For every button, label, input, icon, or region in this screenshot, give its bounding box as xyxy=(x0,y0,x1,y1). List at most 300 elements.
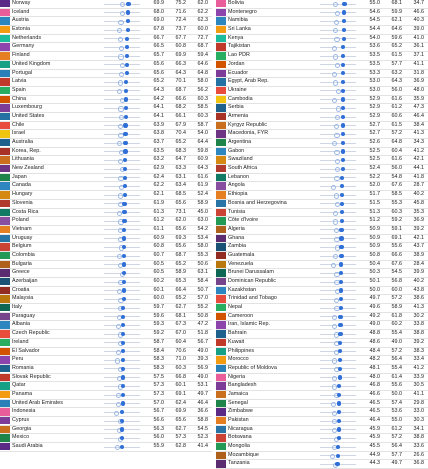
table-row[interactable] xyxy=(0,348,212,357)
table-row[interactable] xyxy=(216,295,428,304)
country-name: Tajikistan xyxy=(228,43,251,50)
table-row[interactable] xyxy=(216,148,428,157)
score-marker xyxy=(339,228,343,232)
table-row[interactable] xyxy=(216,452,428,461)
country-name: El Salvador xyxy=(12,347,40,354)
score-value: 60.5 xyxy=(153,269,164,276)
table-row[interactable] xyxy=(216,356,428,365)
score-value: 64.4 xyxy=(197,139,208,145)
table-row[interactable] xyxy=(216,261,428,270)
score-value: 60.0 xyxy=(153,295,164,302)
rank-badge xyxy=(0,61,10,68)
score-value: 56.4 xyxy=(391,356,402,363)
score-value: 56.0 xyxy=(153,434,164,441)
table-row[interactable] xyxy=(0,78,212,87)
table-row[interactable] xyxy=(0,35,212,44)
table-row[interactable] xyxy=(216,348,428,357)
table-row[interactable] xyxy=(0,391,212,400)
rank-badge xyxy=(216,374,226,381)
score-marker-secondary xyxy=(334,193,339,198)
table-row[interactable] xyxy=(0,139,212,148)
ranking-column-right xyxy=(216,0,428,467)
table-row[interactable] xyxy=(0,165,212,174)
score-value: 57.3 xyxy=(153,390,164,397)
score-marker xyxy=(123,176,127,180)
country-name: Kenya xyxy=(228,34,244,41)
score-value: 57.0 xyxy=(197,295,208,302)
score-value: 58.7 xyxy=(197,121,208,128)
score-marker xyxy=(341,63,345,67)
score-value: 58.5 xyxy=(391,191,402,198)
table-row[interactable] xyxy=(0,365,212,374)
score-value: 60.7 xyxy=(153,251,164,258)
country-name: Cameroon xyxy=(228,312,254,319)
rank-badge xyxy=(216,382,226,389)
rank-badge xyxy=(216,26,226,33)
table-row[interactable] xyxy=(216,26,428,35)
table-row[interactable] xyxy=(216,122,428,131)
table-row[interactable] xyxy=(216,35,428,44)
score-value: 54.2 xyxy=(197,225,208,232)
score-marker xyxy=(338,323,342,327)
table-row[interactable] xyxy=(0,278,212,287)
score-marker-secondary xyxy=(333,80,338,85)
score-marker xyxy=(120,419,124,423)
score-value: 63.3 xyxy=(175,165,186,172)
score-value: 59.8 xyxy=(197,147,208,154)
table-row[interactable] xyxy=(216,96,428,105)
score-value: 49.0 xyxy=(391,338,402,345)
table-row[interactable] xyxy=(0,235,212,244)
table-row[interactable] xyxy=(0,43,212,52)
rank-badge xyxy=(0,200,10,207)
table-row[interactable] xyxy=(0,113,212,122)
table-row[interactable] xyxy=(0,374,212,383)
rank-badge xyxy=(0,443,10,450)
table-row[interactable] xyxy=(216,278,428,287)
score-track xyxy=(320,47,356,48)
table-row[interactable] xyxy=(216,113,428,122)
score-value: 52.9 xyxy=(369,112,380,119)
score-marker xyxy=(126,28,130,32)
table-row[interactable] xyxy=(0,443,212,452)
score-value: 64.3 xyxy=(153,86,164,93)
score-value: 46.5 xyxy=(369,408,380,415)
country-name: Georgia xyxy=(12,425,32,432)
rank-badge xyxy=(0,26,10,33)
table-row[interactable] xyxy=(0,209,212,218)
country-name: Mexico xyxy=(12,434,30,441)
table-row[interactable] xyxy=(0,339,212,348)
score-value: 52.3 xyxy=(197,434,208,441)
score-value: 54.5 xyxy=(391,269,402,276)
score-value: 50.7 xyxy=(197,286,208,293)
score-track xyxy=(320,99,356,100)
score-value: 57.0 xyxy=(153,399,164,406)
score-marker xyxy=(126,10,130,14)
score-value: 41.4 xyxy=(197,443,208,450)
table-row[interactable] xyxy=(216,209,428,218)
score-value: 39.9 xyxy=(413,269,424,276)
table-row[interactable] xyxy=(216,70,428,79)
rank-badge xyxy=(0,156,10,163)
table-row[interactable] xyxy=(0,269,212,278)
table-row[interactable] xyxy=(216,252,428,261)
score-marker xyxy=(122,219,126,223)
score-marker xyxy=(340,210,344,214)
rank-badge xyxy=(216,330,226,337)
score-value: 59.3 xyxy=(153,321,164,328)
country-name: Nicaragua xyxy=(228,425,253,432)
score-value: 60.3 xyxy=(175,364,186,371)
rank-badge xyxy=(216,78,226,85)
score-value: 36.1 xyxy=(413,43,424,50)
score-value: 49.0 xyxy=(369,321,380,328)
score-marker xyxy=(339,306,343,310)
table-row[interactable] xyxy=(216,165,428,174)
score-marker xyxy=(340,193,344,197)
score-value: 30.5 xyxy=(413,382,424,389)
country-name: Vietnam xyxy=(12,225,32,232)
table-row[interactable] xyxy=(0,52,212,61)
score-marker-secondary xyxy=(332,141,337,146)
country-name: Egypt, Arab Rep. xyxy=(228,78,269,85)
country-name: Botswana xyxy=(228,434,252,441)
score-value: 63.5 xyxy=(153,147,164,154)
score-marker xyxy=(340,184,344,188)
score-marker-secondary xyxy=(116,402,121,407)
table-row[interactable] xyxy=(216,43,428,52)
score-marker-secondary xyxy=(332,315,337,320)
country-name: Azerbaijan xyxy=(12,278,38,284)
table-row[interactable] xyxy=(0,417,212,426)
score-marker-secondary xyxy=(118,159,123,164)
table-row[interactable] xyxy=(216,460,428,469)
table-row[interactable] xyxy=(216,382,428,391)
rank-badge xyxy=(216,348,226,355)
table-row[interactable] xyxy=(216,417,428,426)
score-value: 61.5 xyxy=(391,121,402,128)
score-marker xyxy=(124,106,128,110)
country-name: Philippines xyxy=(228,347,255,354)
score-value: 26.6 xyxy=(413,451,424,458)
rank-badge xyxy=(216,130,226,137)
table-row[interactable] xyxy=(0,287,212,296)
score-value: 56.3 xyxy=(153,425,164,432)
country-name: Ecuador xyxy=(228,69,249,76)
score-value: 41.3 xyxy=(413,130,424,137)
table-row[interactable] xyxy=(0,382,212,391)
score-value: 29.8 xyxy=(413,399,424,406)
country-name: Macedonia, FYR xyxy=(228,130,269,137)
table-row[interactable] xyxy=(0,148,212,157)
score-value: 54.6 xyxy=(369,8,380,15)
score-marker-secondary xyxy=(331,402,336,407)
score-value: 56.4 xyxy=(391,443,402,450)
table-row[interactable] xyxy=(0,217,212,226)
table-row[interactable] xyxy=(0,313,212,322)
score-marker-secondary xyxy=(335,11,340,16)
score-value: 52.5 xyxy=(369,147,380,154)
rank-badge xyxy=(216,339,226,346)
score-marker-secondary xyxy=(334,228,339,233)
table-row[interactable] xyxy=(0,104,212,113)
score-marker xyxy=(121,323,125,327)
score-value: 57.2 xyxy=(391,347,402,354)
table-row[interactable] xyxy=(0,408,212,417)
table-row[interactable] xyxy=(0,252,212,261)
country-name: Tanzania xyxy=(228,460,250,467)
score-value: 64.1 xyxy=(153,104,164,111)
table-row[interactable] xyxy=(0,0,212,9)
table-row[interactable] xyxy=(0,182,212,191)
table-row[interactable] xyxy=(216,443,428,452)
score-marker xyxy=(122,210,126,214)
score-marker-secondary xyxy=(119,46,124,51)
score-value: 50.8 xyxy=(197,312,208,319)
table-row[interactable] xyxy=(0,295,212,304)
score-value: 62.9 xyxy=(153,165,164,172)
table-row[interactable] xyxy=(0,156,212,165)
score-marker-secondary xyxy=(118,106,123,111)
table-row[interactable] xyxy=(0,174,212,183)
score-value: 60.9 xyxy=(153,234,164,241)
score-value: 45.9 xyxy=(369,434,380,441)
country-name: Lebanon xyxy=(228,173,249,180)
score-value: 33.9 xyxy=(413,373,424,380)
score-value: 65.2 xyxy=(175,295,186,302)
score-value: 46.4 xyxy=(413,112,424,119)
country-name: Namibia xyxy=(228,17,248,24)
table-row[interactable] xyxy=(0,426,212,435)
country-name: Dominican Republic xyxy=(228,278,276,284)
table-row[interactable] xyxy=(216,374,428,383)
country-name: Serbia xyxy=(228,104,244,111)
score-value: 64.3 xyxy=(175,69,186,76)
rank-badge xyxy=(0,382,10,389)
table-row[interactable] xyxy=(216,156,428,165)
rank-badge xyxy=(0,408,10,415)
score-value: 73.1 xyxy=(175,208,186,215)
score-value: 50.9 xyxy=(369,243,380,250)
table-row[interactable] xyxy=(216,426,428,435)
table-row[interactable] xyxy=(216,391,428,400)
table-row[interactable] xyxy=(216,87,428,96)
country-name: Costa Rica xyxy=(12,208,39,215)
rank-badge xyxy=(216,165,226,172)
country-name: Argentina xyxy=(228,139,252,145)
score-marker-secondary xyxy=(332,72,337,77)
table-row[interactable] xyxy=(216,287,428,296)
score-value: 64.8 xyxy=(197,69,208,76)
rank-badge xyxy=(0,356,10,363)
table-row[interactable] xyxy=(0,70,212,79)
table-row[interactable] xyxy=(0,61,212,70)
country-name: Netherlands xyxy=(12,34,42,41)
score-value: 57.3 xyxy=(153,382,164,389)
table-row[interactable] xyxy=(216,243,428,252)
table-row[interactable] xyxy=(0,261,212,270)
score-value: 61.5 xyxy=(391,52,402,59)
score-value: 65.6 xyxy=(175,225,186,232)
country-name: Luxembourg xyxy=(12,104,42,111)
table-row[interactable] xyxy=(216,400,428,409)
table-row[interactable] xyxy=(0,434,212,443)
country-name: Panama xyxy=(12,390,33,397)
score-value: 39.2 xyxy=(413,338,424,345)
score-marker-secondary xyxy=(333,2,338,7)
score-value: 70.1 xyxy=(175,78,186,85)
score-marker xyxy=(337,419,341,423)
table-row[interactable] xyxy=(216,78,428,87)
score-value: 55.6 xyxy=(391,382,402,389)
score-value: 43.8 xyxy=(413,286,424,293)
table-row[interactable] xyxy=(216,304,428,313)
rank-badge xyxy=(0,78,10,85)
table-row[interactable] xyxy=(0,9,212,18)
score-value: 31.8 xyxy=(413,69,424,76)
table-row[interactable] xyxy=(0,26,212,35)
table-row[interactable] xyxy=(0,200,212,209)
table-row[interactable] xyxy=(0,321,212,330)
table-row[interactable] xyxy=(216,139,428,148)
table-row[interactable] xyxy=(0,330,212,339)
rank-badge xyxy=(216,426,226,433)
table-row[interactable] xyxy=(216,52,428,61)
score-value: 38.3 xyxy=(413,347,424,354)
table-row[interactable] xyxy=(216,104,428,113)
table-row[interactable] xyxy=(216,200,428,209)
table-row[interactable] xyxy=(216,330,428,339)
score-value: 49.7 xyxy=(369,295,380,302)
table-row[interactable] xyxy=(216,191,428,200)
table-row[interactable] xyxy=(216,269,428,278)
rank-badge xyxy=(216,278,226,285)
table-row[interactable] xyxy=(216,0,428,9)
score-value: 35.9 xyxy=(413,95,424,102)
table-row[interactable] xyxy=(0,87,212,96)
score-value: 72.7 xyxy=(197,34,208,41)
table-row[interactable] xyxy=(0,122,212,131)
table-row[interactable] xyxy=(0,96,212,105)
score-marker xyxy=(341,80,345,84)
score-value: 50.0 xyxy=(391,390,402,397)
score-marker xyxy=(120,427,124,431)
rank-badge xyxy=(0,417,10,424)
score-marker xyxy=(341,158,345,162)
score-value: 62.0 xyxy=(175,217,186,224)
score-value: 52.6 xyxy=(369,139,380,145)
country-name: Cyprus xyxy=(12,417,30,423)
score-value: 56.7 xyxy=(197,338,208,345)
table-row[interactable] xyxy=(216,226,428,235)
score-value: 58.3 xyxy=(153,364,164,371)
score-marker xyxy=(124,80,128,84)
score-value: 63.2 xyxy=(391,69,402,76)
table-row[interactable] xyxy=(0,304,212,313)
table-row[interactable] xyxy=(0,191,212,200)
table-row[interactable] xyxy=(216,130,428,139)
table-row[interactable] xyxy=(0,356,212,365)
rank-badge xyxy=(0,348,10,355)
table-row[interactable] xyxy=(216,17,428,26)
table-row[interactable] xyxy=(0,130,212,139)
score-value: 67.3 xyxy=(175,321,186,328)
score-marker xyxy=(122,236,126,240)
score-value: 61.2 xyxy=(153,217,164,224)
score-value: 62.1 xyxy=(153,191,164,198)
score-value: 61.6 xyxy=(391,95,402,102)
table-row[interactable] xyxy=(0,400,212,409)
country-name: Bosnia and Herzegovina xyxy=(228,199,287,206)
country-name: Slovenia xyxy=(12,199,33,206)
rank-badge xyxy=(0,235,10,242)
score-value: 54.8 xyxy=(391,173,402,180)
rank-badge xyxy=(0,365,10,372)
score-value: 75.2 xyxy=(175,0,186,6)
rank-badge xyxy=(0,174,10,181)
score-value: 51.3 xyxy=(369,208,380,215)
score-value: 60.4 xyxy=(391,147,402,154)
score-track xyxy=(104,30,140,31)
score-value: 41.0 xyxy=(413,34,424,41)
country-name: Norway xyxy=(12,0,31,6)
table-row[interactable] xyxy=(216,313,428,322)
table-row[interactable] xyxy=(216,9,428,18)
table-row[interactable] xyxy=(216,174,428,183)
score-value: 63.7 xyxy=(153,139,164,145)
score-value: 51.5 xyxy=(369,199,380,206)
country-name: Venezuela xyxy=(228,260,254,267)
table-row[interactable] xyxy=(216,408,428,417)
score-marker xyxy=(338,358,342,362)
table-row[interactable] xyxy=(0,226,212,235)
rank-badge xyxy=(0,313,10,320)
table-row[interactable] xyxy=(0,17,212,26)
table-row[interactable] xyxy=(216,182,428,191)
score-marker xyxy=(121,341,125,345)
score-marker xyxy=(121,384,125,388)
score-marker xyxy=(340,176,344,180)
score-marker xyxy=(338,315,342,319)
country-name: Israel xyxy=(12,130,26,137)
table-row[interactable] xyxy=(216,365,428,374)
score-value: 58.5 xyxy=(197,104,208,111)
table-row[interactable] xyxy=(216,61,428,70)
score-value: 64.8 xyxy=(391,139,402,145)
country-name: Malaysia xyxy=(12,295,34,302)
table-row[interactable] xyxy=(216,235,428,244)
table-row[interactable] xyxy=(216,217,428,226)
rank-badge xyxy=(216,52,226,59)
score-marker xyxy=(122,271,126,275)
score-value: 62.3 xyxy=(197,17,208,24)
rank-badge xyxy=(216,321,226,328)
score-value: 53.5 xyxy=(369,60,380,67)
score-track xyxy=(320,4,356,5)
table-row[interactable] xyxy=(216,339,428,348)
score-marker-secondary xyxy=(332,376,337,381)
score-value: 36.9 xyxy=(413,217,424,224)
score-value: 66.6 xyxy=(391,251,402,258)
score-marker xyxy=(336,445,340,449)
table-row[interactable] xyxy=(216,434,428,443)
score-marker-secondary xyxy=(118,124,123,129)
table-row[interactable] xyxy=(216,321,428,330)
score-marker xyxy=(339,262,343,266)
score-value: 33.6 xyxy=(413,443,424,450)
table-row[interactable] xyxy=(0,243,212,252)
